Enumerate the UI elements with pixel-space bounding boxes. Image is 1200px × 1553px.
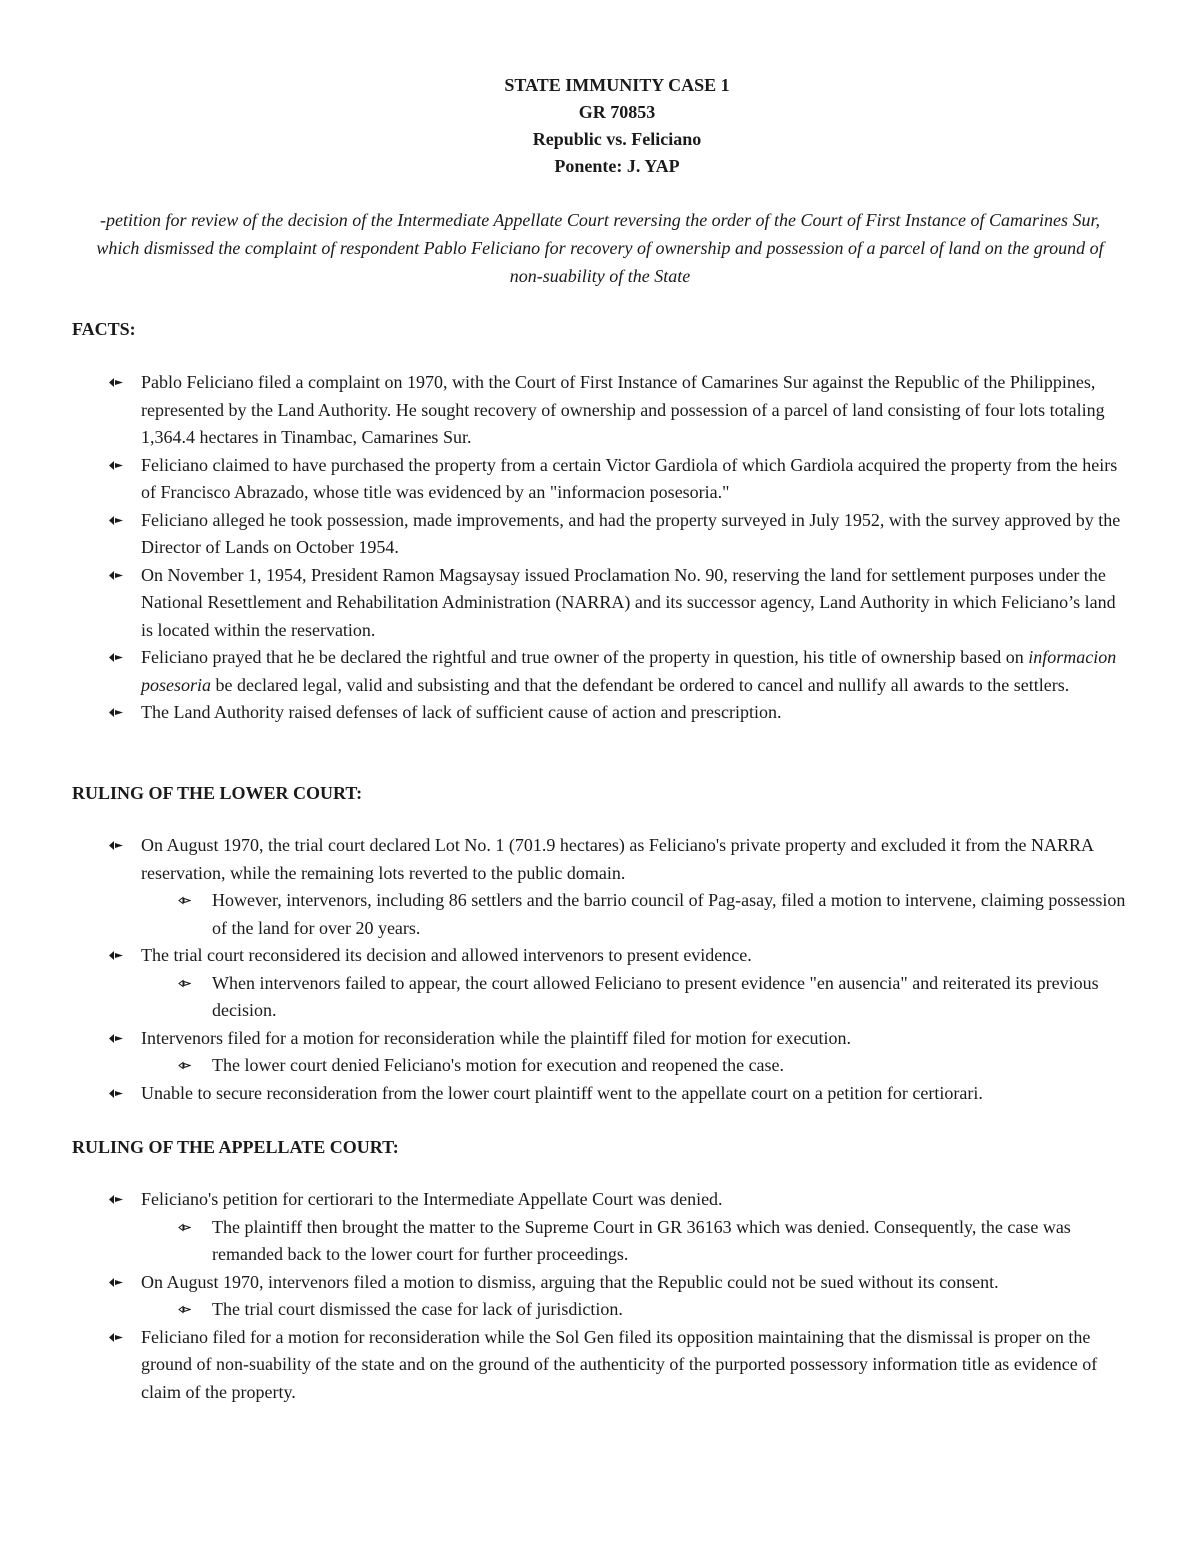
list-item: [0, 562, 1131, 645]
list-item-text: Pablo Feliciano filed a complaint on 1970, with the Court of First Instance of Camarines Sur against the Republic of the Philippines, represented by the Land Authority. He sought recovery of ownership and possession of a parcel of land consisting of four lots totaling 1,364.4 hectares in Tinambac, Camarines Sur.: [141, 372, 1105, 447]
sub-list-item-text: The lower court denied Feliciano's motion for execution and reopened the case.: [212, 1055, 785, 1075]
list-item-text: Feliciano filed for a motion for reconsideration while the Sol Gen filed its opposition maintaining that the dismissal is proper on the ground of non-suability of the state and on the ground of the authenticity of the purported possessory information title as evidence of claim of the property.: [141, 1326, 1098, 1402]
list-item-text: The trial court reconsidered its decision and allowed intervenors to present evidence.: [141, 945, 752, 965]
intro-paragraph: -petition for review of the decision of the Intermediate Appellate Court reversing the order of the Court of First Instance of Camarines Sur, which dismissed the complaint of respondent Pablo Feliciano for recovery of ownership and possession of a parcel of land on the ground of non-suability of the State: [96, 210, 1104, 286]
arrow-bullet-icon: [108, 644, 124, 671]
sub-list-item: [0, 1296, 1131, 1324]
arrow-bullet-icon: [108, 1186, 124, 1213]
list-item: [0, 1269, 1131, 1324]
list-item: [0, 1186, 1131, 1269]
list-item: [0, 699, 1131, 727]
list-item: [0, 942, 1131, 1025]
sub-list-item: [0, 887, 1131, 942]
sub-list: [141, 970, 1131, 1025]
sub-list: [141, 887, 1131, 942]
list-item-text: Unable to secure reconsideration from the lower court plaintiff went to the appellate court on a petition for certiorari.: [141, 1082, 983, 1103]
arrow-bullet-icon: [108, 1324, 124, 1351]
list-item-text: On August 1970, the trial court declared Lot No. 1 (701.9 hectares) as Feliciano's private property and excluded it from the NARRA reservation, while the remaining lots reverted to the public domain.: [141, 835, 1093, 883]
sub-list-item-text: When intervenors failed to appear, the court allowed Feliciano to present evidence "en ausencia" and reiterated its previous decision.: [212, 972, 1099, 1020]
small-arrow-bullet-icon: [177, 1296, 191, 1323]
list-item-text: On November 1, 1954, President Ramon Magsaysay issued Proclamation No. 90, reserving the land for settlement purposes under the National Resettlement and Rehabilitation Administration (NARRA) and its successor agency, Land Authority in which Feliciano’s land is located within the reservation.: [141, 564, 1116, 640]
sub-list-item-text: The plaintiff then brought the matter to the Supreme Court in GR 36163 which was denied. Consequently, the case was remanded back to the lower court for further proceedings.: [212, 1216, 1071, 1264]
sub-list: [141, 1052, 1131, 1080]
sub-list-item-text: The trial court dismissed the case for lack of jurisdiction.: [212, 1299, 623, 1319]
list-item: [0, 507, 1131, 562]
small-arrow-bullet-icon: [177, 970, 191, 997]
ponente: Ponente: J. YAP: [554, 156, 680, 176]
sub-list-item: [0, 970, 1131, 1025]
lower-court-list: [0, 832, 1131, 1107]
sub-list-item-text: However, intervenors, including 86 settlers and the barrio council of Pag-asay, filed a motion to intervene, claiming possession of the land for over 20 years.: [212, 890, 1126, 938]
list-item-text-start: Feliciano prayed that he be declared the rightful and true owner of the property in question, his title of ownership based on: [141, 647, 1029, 667]
small-arrow-bullet-icon: [177, 1214, 191, 1241]
arrow-bullet-icon: [108, 507, 124, 534]
case-parties: Republic vs. Feliciano: [532, 129, 702, 149]
arrow-bullet-icon: [108, 1269, 124, 1296]
sub-list: [141, 1296, 1131, 1324]
list-item-text: On August 1970, intervenors filed a motion to dismiss, arguing that the Republic could not be sued without its consent.: [141, 1271, 999, 1292]
list-item-text: The Land Authority raised defenses of lack of sufficient cause of action and prescription.: [141, 702, 782, 722]
list-item: [0, 1025, 1131, 1080]
arrow-bullet-icon: [108, 699, 124, 726]
arrow-bullet-icon: [108, 1025, 124, 1052]
sub-list-item: [0, 1214, 1131, 1269]
arrow-bullet-icon: [108, 832, 124, 859]
facts-list: [0, 369, 1131, 727]
small-arrow-bullet-icon: [177, 1052, 191, 1079]
appellate-court-list: [0, 1186, 1131, 1406]
facts-heading: FACTS:: [72, 319, 136, 339]
list-item-text-end: be declared legal, valid and subsisting and that the defendant be ordered to cancel and nullify all awards to the settlers.: [211, 674, 1070, 695]
document-header: [0, 72, 1200, 180]
sub-list: [141, 1214, 1131, 1269]
list-item: [0, 1080, 1131, 1108]
list-item-text: Feliciano alleged he took possession, made improvements, and had the property surveyed in July 1952, with the survey approved by the Director of Lands on October 1954.: [141, 509, 1121, 557]
list-item: [0, 832, 1131, 942]
arrow-bullet-icon: [108, 1080, 124, 1107]
appellate-court-heading: RULING OF THE APPELLATE COURT:: [72, 1137, 399, 1157]
list-item: [0, 369, 1131, 452]
gr-number: GR 70853: [578, 102, 656, 122]
small-arrow-bullet-icon: [177, 887, 191, 914]
list-item-text: Intervenors filed for a motion for reconsideration while the plaintiff filed for motion for execution.: [141, 1027, 851, 1048]
lower-court-heading: RULING OF THE LOWER COURT:: [72, 783, 363, 803]
sub-list-item: [0, 1052, 1131, 1080]
arrow-bullet-icon: [108, 452, 124, 479]
list-item: [0, 1324, 1131, 1407]
list-item: [0, 452, 1131, 507]
arrow-bullet-icon: [108, 562, 124, 589]
arrow-bullet-icon: [108, 942, 124, 969]
list-item: [0, 644, 1131, 699]
list-item-text: Feliciano claimed to have purchased the property from a certain Victor Gardiola of which Gardiola acquired the property from the heirs of Francisco Abrazado, whose title was evidenced by an "informacion posesoria.": [141, 454, 1118, 502]
italic-term: informacion posesoria: [141, 647, 1117, 695]
case-title: STATE IMMUNITY CASE 1: [504, 75, 730, 95]
list-item-text: Feliciano's petition for certiorari to the Intermediate Appellate Court was denied.: [141, 1189, 723, 1209]
arrow-bullet-icon: [108, 369, 124, 396]
